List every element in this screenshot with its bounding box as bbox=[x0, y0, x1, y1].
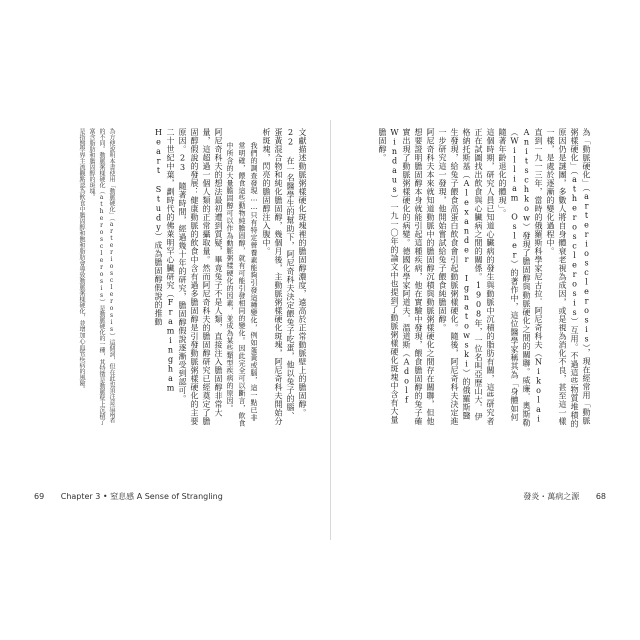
running-head: Chapter 3 • 窒息感 A Sense of Strangling bbox=[60, 492, 223, 501]
body-paragraph: 阿尼奇科夫的想法最初遭到質疑，畢竟兔子不是人類，直接注入膽固醇非常大量，這超過一個人類的正常攝取量。然而阿尼奇科夫的膽固醇研究已經奠定了膽固醇假說的發展：健康動脈的飲食中含有過多膽固醇是引發動脈粥樣硬化的主要原因。23 隨著時間，經過幾十年的研究，膽固醇假說逐漸受到認可。 bbox=[178, 128, 223, 426]
block-quote: 我們的調查發現……只有特定營養素能夠引發這種變化，例如蛋黃或腦，這一點已非常明確，餵食這些動物純膽固醇，就有可能引發相同的變化。因此完全可以斷言，飲食中所含的大量膽固醇可以作為動脈粥樣硬化的因素，並成為某些類型疾病的原因。 bbox=[226, 142, 258, 427]
page-number: 68 bbox=[595, 492, 606, 501]
footnotes bbox=[58, 128, 116, 428]
body-paragraph: 阿尼奇科夫本來就知道動脈中的膽固醇沉積與動脈粥樣硬化之間存在關聯，但他想要證明膽固醇本身就能引起這種疾病，他在實驗中發現，餵食膽固醇的兔子確實出現了動脈粥樣硬化的病變。德國化學家阿道夫．溫道斯（Adolf Windaus）一九一〇年的論文中也提到了動脈粥樣硬化斑塊中含有大量膽固醇。 bbox=[378, 128, 435, 426]
body-paragraph: 為「動脈硬化」（arteriosclerosis），現在經常用「動脈粥樣硬化」（atherosclerosis）互用。不過這些物質堆積的原因仍是謎團，多數人將自身體衰老視為成因，或是視為消化不良，甚至這一樣一樣，是處於逐漸的變化過程中。 bbox=[546, 128, 591, 428]
body-paragraph: 直到一九一三年，當時的俄羅斯科學家尼古拉．阿尼奇科夫（Nikolai Anitschkow）發現了膽固醇與動脈硬化之間的關聯。威廉．奧斯勒（William Osler）的著作中，這位醫學家稱其為「身體如何隨著年齡退化的體現」。 bbox=[498, 128, 543, 427]
right-page-body bbox=[322, 128, 592, 428]
body-paragraph: 二十世紀中葉，劃時代的佛萊明罕心臟研究（Framingham Heart Study）成為膽固醇假說的推動 bbox=[154, 128, 175, 393]
footnote: 為方便說明本書使用「動脈硬化」（arteriosclerosis）這個詞，但在此也須注意這兩者的不同。動脈粥樣硬化（atherosclerosis）是動脈硬化的一種，其特徵是動脈壁上沉積了富含脂肪和膽固醇的斑塊。 bbox=[88, 128, 115, 425]
footnote: 是指醫學界主流觀點認為飲食中膽固醇和飽和脂肪會導致動脈粥樣硬化，並增加心血管疾病的風險。 bbox=[78, 128, 85, 392]
body-paragraph: 這個時期，研究人員已知道心臟病的發生與動脈中沉積的脂肪有關，這些研究者正在試圖找出飲食與心臟病之間的關係。1908年，一位名叫亞歷山大．伊格納托斯基（Alexander Ignatowski）的俄羅斯醫生發現，給兔子餵食高蛋白飲食會引起動脈粥樣硬化。隨後，阿尼奇科夫決定進一步研究這一發現，他開始嘗試給兔子餵食純膽固醇。 bbox=[438, 128, 495, 426]
running-head: 發炎・萬病之源 bbox=[523, 492, 580, 501]
body-paragraph: 文獻描述動脈粥樣硬化斑塊裡的膽固醇濃度，遠高於正常動脈壁上的膽固醇。22 在一名醫學生的幫助下，阿尼奇科夫決定餵兔子吃蛋，他以兔子的腦、蛋黃混合物和純化膽固醇，幾個月後，主動脈粥樣硬化斑塊，阿尼奇科夫開始分析斑塊，閃亮的膽固醇注入腹中。 bbox=[262, 128, 307, 426]
right-folio bbox=[523, 491, 606, 502]
left-folio bbox=[34, 491, 223, 502]
page-number: 69 bbox=[34, 492, 45, 501]
